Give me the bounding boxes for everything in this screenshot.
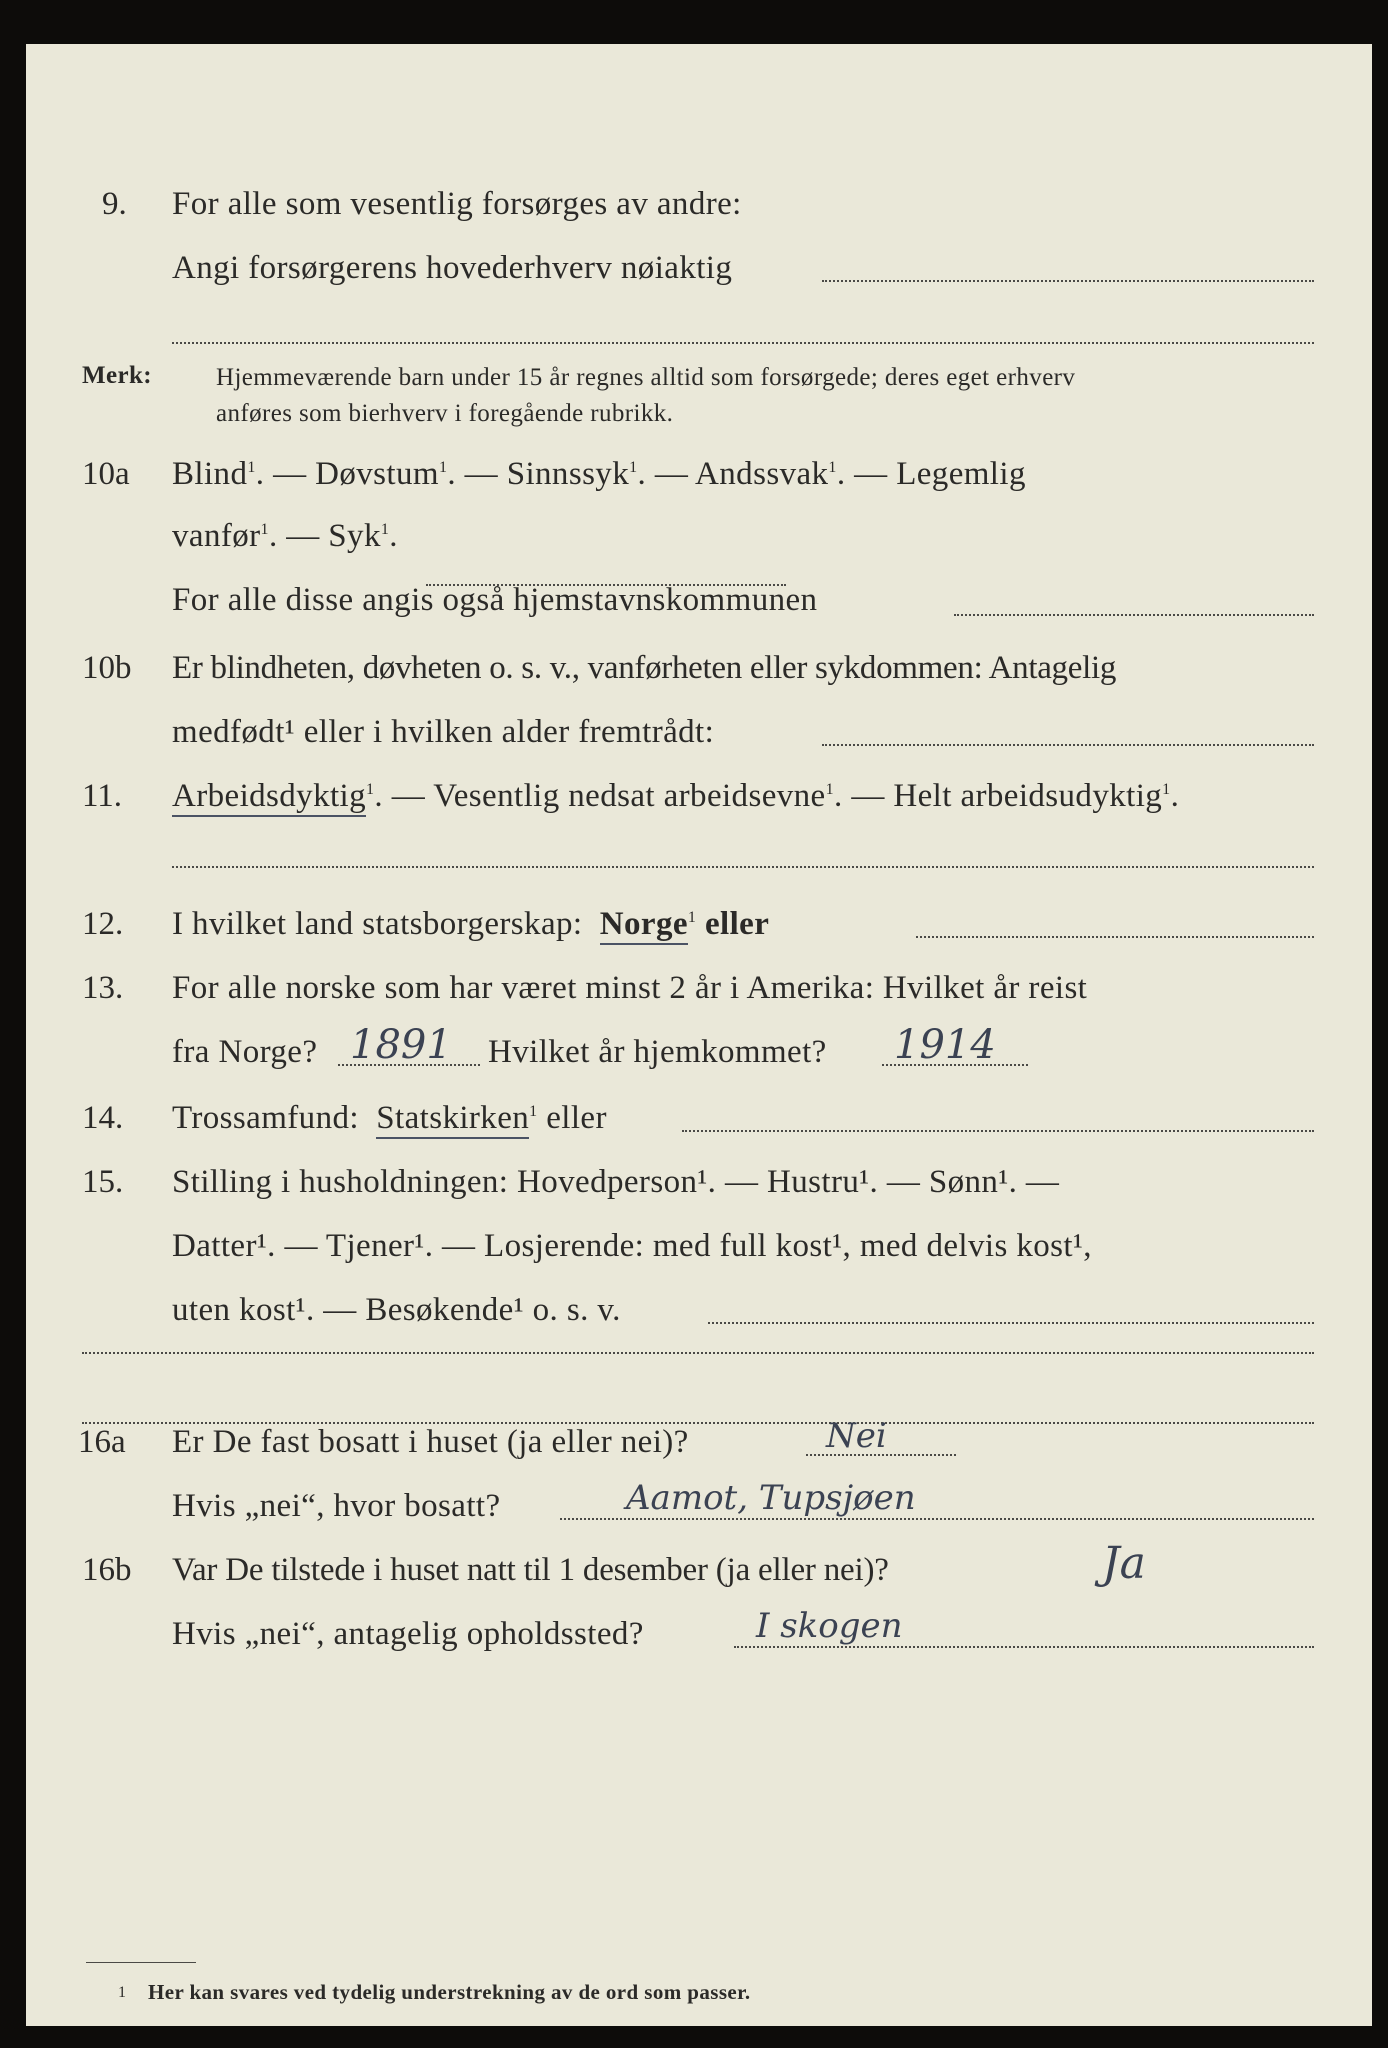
q10a-option-syk[interactable]: Syk [328,518,381,554]
merk-label: Merk: [82,362,153,389]
q14-answer-line[interactable] [682,1130,1314,1132]
q15-line2: Datter¹. — Tjener¹. — Losjerende: med full kost¹, med delvis kost¹, [172,1228,1092,1264]
q10a-line2: vanfør$^1$. — Syk$^1$. [172,518,398,554]
q10a-option-vanfor[interactable]: vanfør [172,518,261,554]
q10b-answer-line[interactable] [822,744,1314,746]
q15-line3: uten kost¹. — Besøkende¹ o. s. v. [172,1292,621,1328]
q10a-line1: Blind$^1$. — Døvstum$^1$. — Sinnssyk$^1$. — Andssvak$^1$. — Legemlig [172,456,1026,492]
q13-number: 13. [82,970,124,1006]
q12-suffix: eller [704,906,770,942]
q16b-answer1[interactable]: Ja [1102,1538,1146,1589]
q16b-answer2-line[interactable] [734,1646,1314,1648]
q10a-option-dovstum[interactable]: Døvstum [315,456,439,492]
q11-line: Arbeidsdyktig$^1$. — Vesentlig nedsat arbeidsevne$^1$. — Helt arbeidsudyktig$^1$. [172,778,1179,815]
q15-extra-line-1[interactable] [82,1352,1314,1354]
q11-option-nedsat[interactable]: Vesentlig nedsat arbeidsevne [433,778,826,814]
q13-hjem-label: Hvilket år hjemkommet? [488,1034,827,1070]
q10a-line3: For alle disse angis også hjemstavnskommunen [172,582,818,618]
footnote-separator [86,1962,196,1963]
q14-label: Trossamfund: [172,1100,359,1136]
q9-extra-line[interactable] [172,342,1314,344]
footnote-text: Her kan svares ved tydelig understrekning av de ord som passer. [148,1980,751,2004]
census-form-page [26,44,1372,2026]
q16a-answer1[interactable]: Nei [826,1416,887,1456]
q11-option-arbeidsdyktig[interactable]: Arbeidsdyktig [172,778,366,817]
q13-hjem-answer[interactable]: 1914 [894,1022,996,1068]
q10b-line2: medfødt¹ eller i hvilken alder fremtrådt: [172,714,715,750]
q11-extra-line[interactable] [172,866,1314,868]
merk-line1: Hjemmeværende barn under 15 år regnes alltid som forsørgede; deres eget erhverv [216,364,1076,391]
q16a-number: 16a [78,1424,126,1460]
q12-number: 12. [82,906,124,942]
q10a-option-sinnssyk[interactable]: Sinnssyk [506,456,630,492]
merk-line2: anføres som bierhverv i foregående rubrikk. [216,400,674,427]
q16a-label2: Hvis „nei“, hvor bosatt? [172,1488,501,1524]
q10a-option-andssvak[interactable]: Andssvak [695,456,829,492]
q16a-answer2[interactable]: Aamot, Tupsjøen [626,1478,916,1518]
q9-line1: For alle som vesentlig forsørges av andre: [172,186,742,222]
q11-number: 11. [82,778,123,814]
q15-number: 15. [82,1164,124,1200]
q10a-number: 10a [82,456,130,492]
q9-number: 9. [102,186,127,222]
q15-answer-line[interactable] [708,1322,1314,1324]
q14-number: 14. [82,1100,124,1136]
q10a-hjemstavn-line[interactable] [954,614,1314,616]
q10a-option-legemlig[interactable]: Legemlig [896,456,1026,492]
q16a-label1: Er De fast bosatt i huset (ja eller nei)? [172,1424,689,1460]
q10a-option-blind[interactable]: Blind [172,456,248,492]
q14-line: Trossamfund: Statskirken$^1$ eller [172,1100,607,1137]
q13-reist-answer[interactable]: 1891 [350,1022,452,1068]
q14-suffix: eller [546,1100,607,1136]
footnote-mark: 1 [118,1984,127,2001]
q14-answer-statskirken[interactable]: Statskirken [376,1100,529,1139]
q13-line1: For alle norske som har været minst 2 år i Amerika: Hvilket år reist [172,970,1088,1006]
q12-answer-line[interactable] [916,936,1314,938]
q11-option-udyktig[interactable]: Helt arbeidsudyktig [893,778,1163,814]
q13-reist-label: fra Norge? [172,1034,318,1070]
q10b-line1: Er blindheten, døvheten o. s. v., vanførheten eller sykdommen: Antagelig [172,650,1117,686]
q16a-answer2-line[interactable] [560,1518,1314,1520]
q10b-number: 10b [82,650,132,686]
q16b-label2: Hvis „nei“, antagelig opholdssted? [172,1616,644,1652]
q12-line: I hvilket land statsborgerskap: Norge$^1$ eller [172,906,769,943]
q12-label: I hvilket land statsborgerskap: [172,906,583,942]
q9-line2: Angi forsørgerens hovederhverv nøiaktig [172,250,733,286]
q16b-number: 16b [82,1552,132,1588]
q15-line1: Stilling i husholdningen: Hovedperson¹. — Hustru¹. — Sønn¹. — [172,1164,1060,1200]
q16b-label1: Var De tilstede i huset natt til 1 desember (ja eller nei)? [172,1552,889,1588]
q12-answer-norge[interactable]: Norge [600,906,688,945]
q9-answer-line[interactable] [822,280,1314,282]
q16b-answer2[interactable]: I skogen [756,1606,903,1646]
